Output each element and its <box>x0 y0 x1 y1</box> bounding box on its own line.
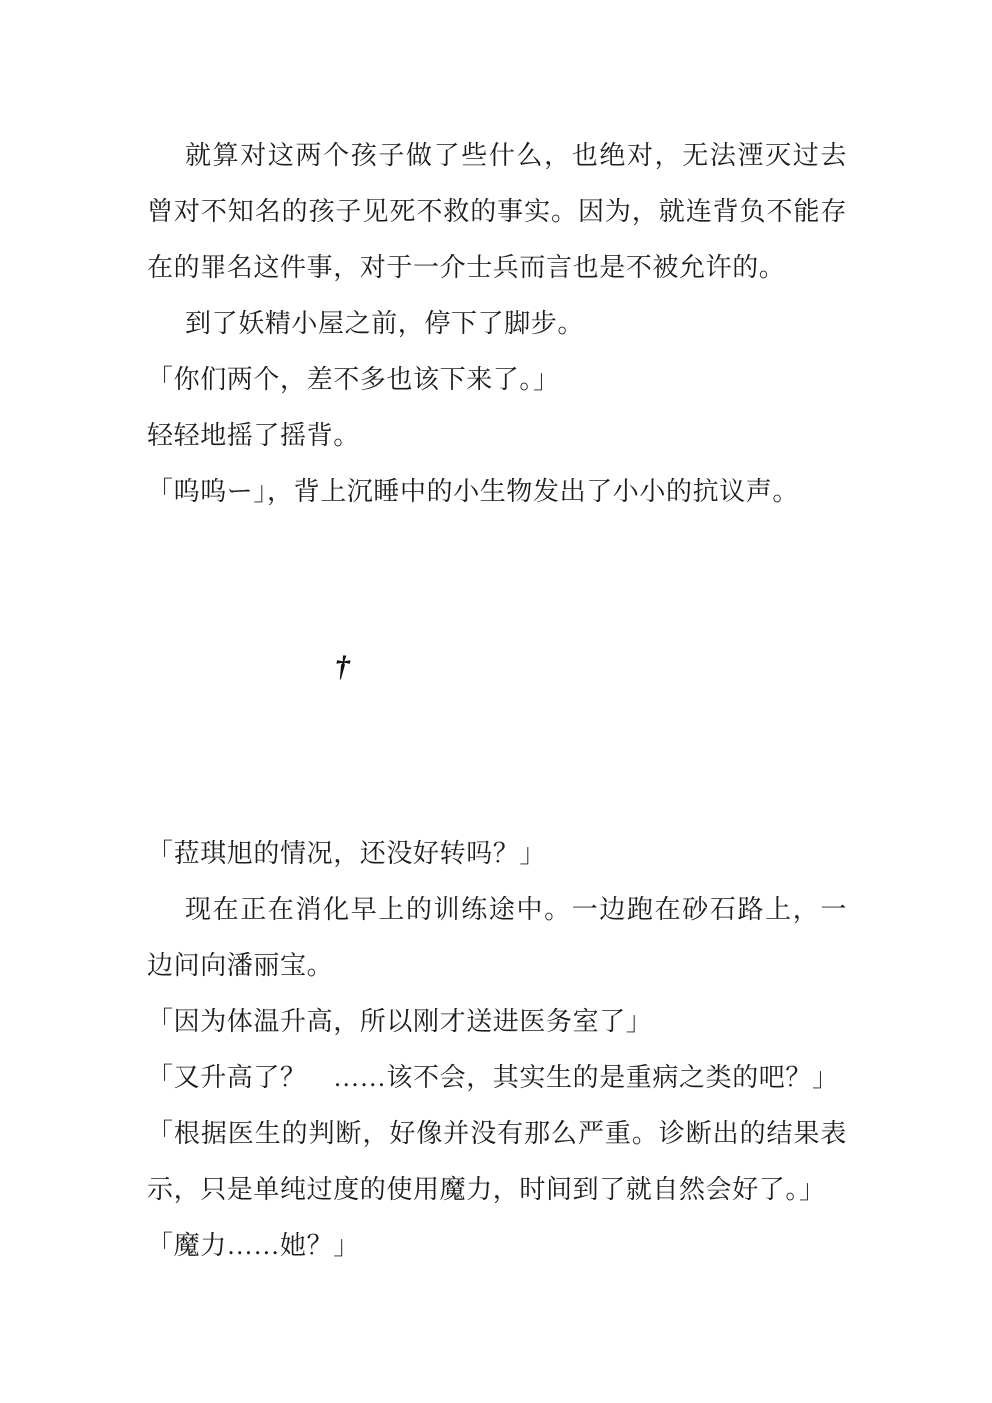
paragraph: 就算对这两个孩子做了些什么，也绝对，无法湮灭过去曾对不知名的孩子见死不救的事实。因为，就连背负不能存在的罪名这件事，对于一介士兵而言也是不被允许的。 <box>147 141 847 282</box>
section-divider <box>335 650 375 690</box>
top-text-block <box>147 128 847 520</box>
paragraph-dialogue: 「魔力……她？」 <box>147 1231 360 1260</box>
paragraph-dialogue: 「你们两个，差不多也该下来了。」 <box>147 365 560 394</box>
paragraph-dialogue: 「因为体温升高，所以刚才送进医务室了」 <box>147 1007 653 1036</box>
bottom-text-block <box>147 826 847 1274</box>
dagger-divider-icon: † <box>335 650 350 683</box>
paragraph: 现在正在消化早上的训练途中。一边跑在砂石路上，一边问向潘丽宝。 <box>147 895 847 980</box>
paragraph-dialogue: 「菈琪旭的情况，还没好转吗？」 <box>147 839 547 868</box>
paragraph-dialogue: 「又升高了？ ……该不会，其实生的是重病之类的吧？」 <box>147 1063 839 1092</box>
paragraph: 到了妖精小屋之前，停下了脚步。 <box>185 309 585 338</box>
paragraph-dialogue: 「呜呜ー」，背上沉睡中的小生物发出了小小的抗议声。 <box>147 477 800 506</box>
paragraph: 轻轻地摇了摇背。 <box>147 421 360 450</box>
paragraph-dialogue: 「根据医生的判断，好像并没有那么严重。诊断出的结果表示，只是单纯过度的使用魔力，时间到了就自然会好了。」 <box>147 1119 847 1204</box>
